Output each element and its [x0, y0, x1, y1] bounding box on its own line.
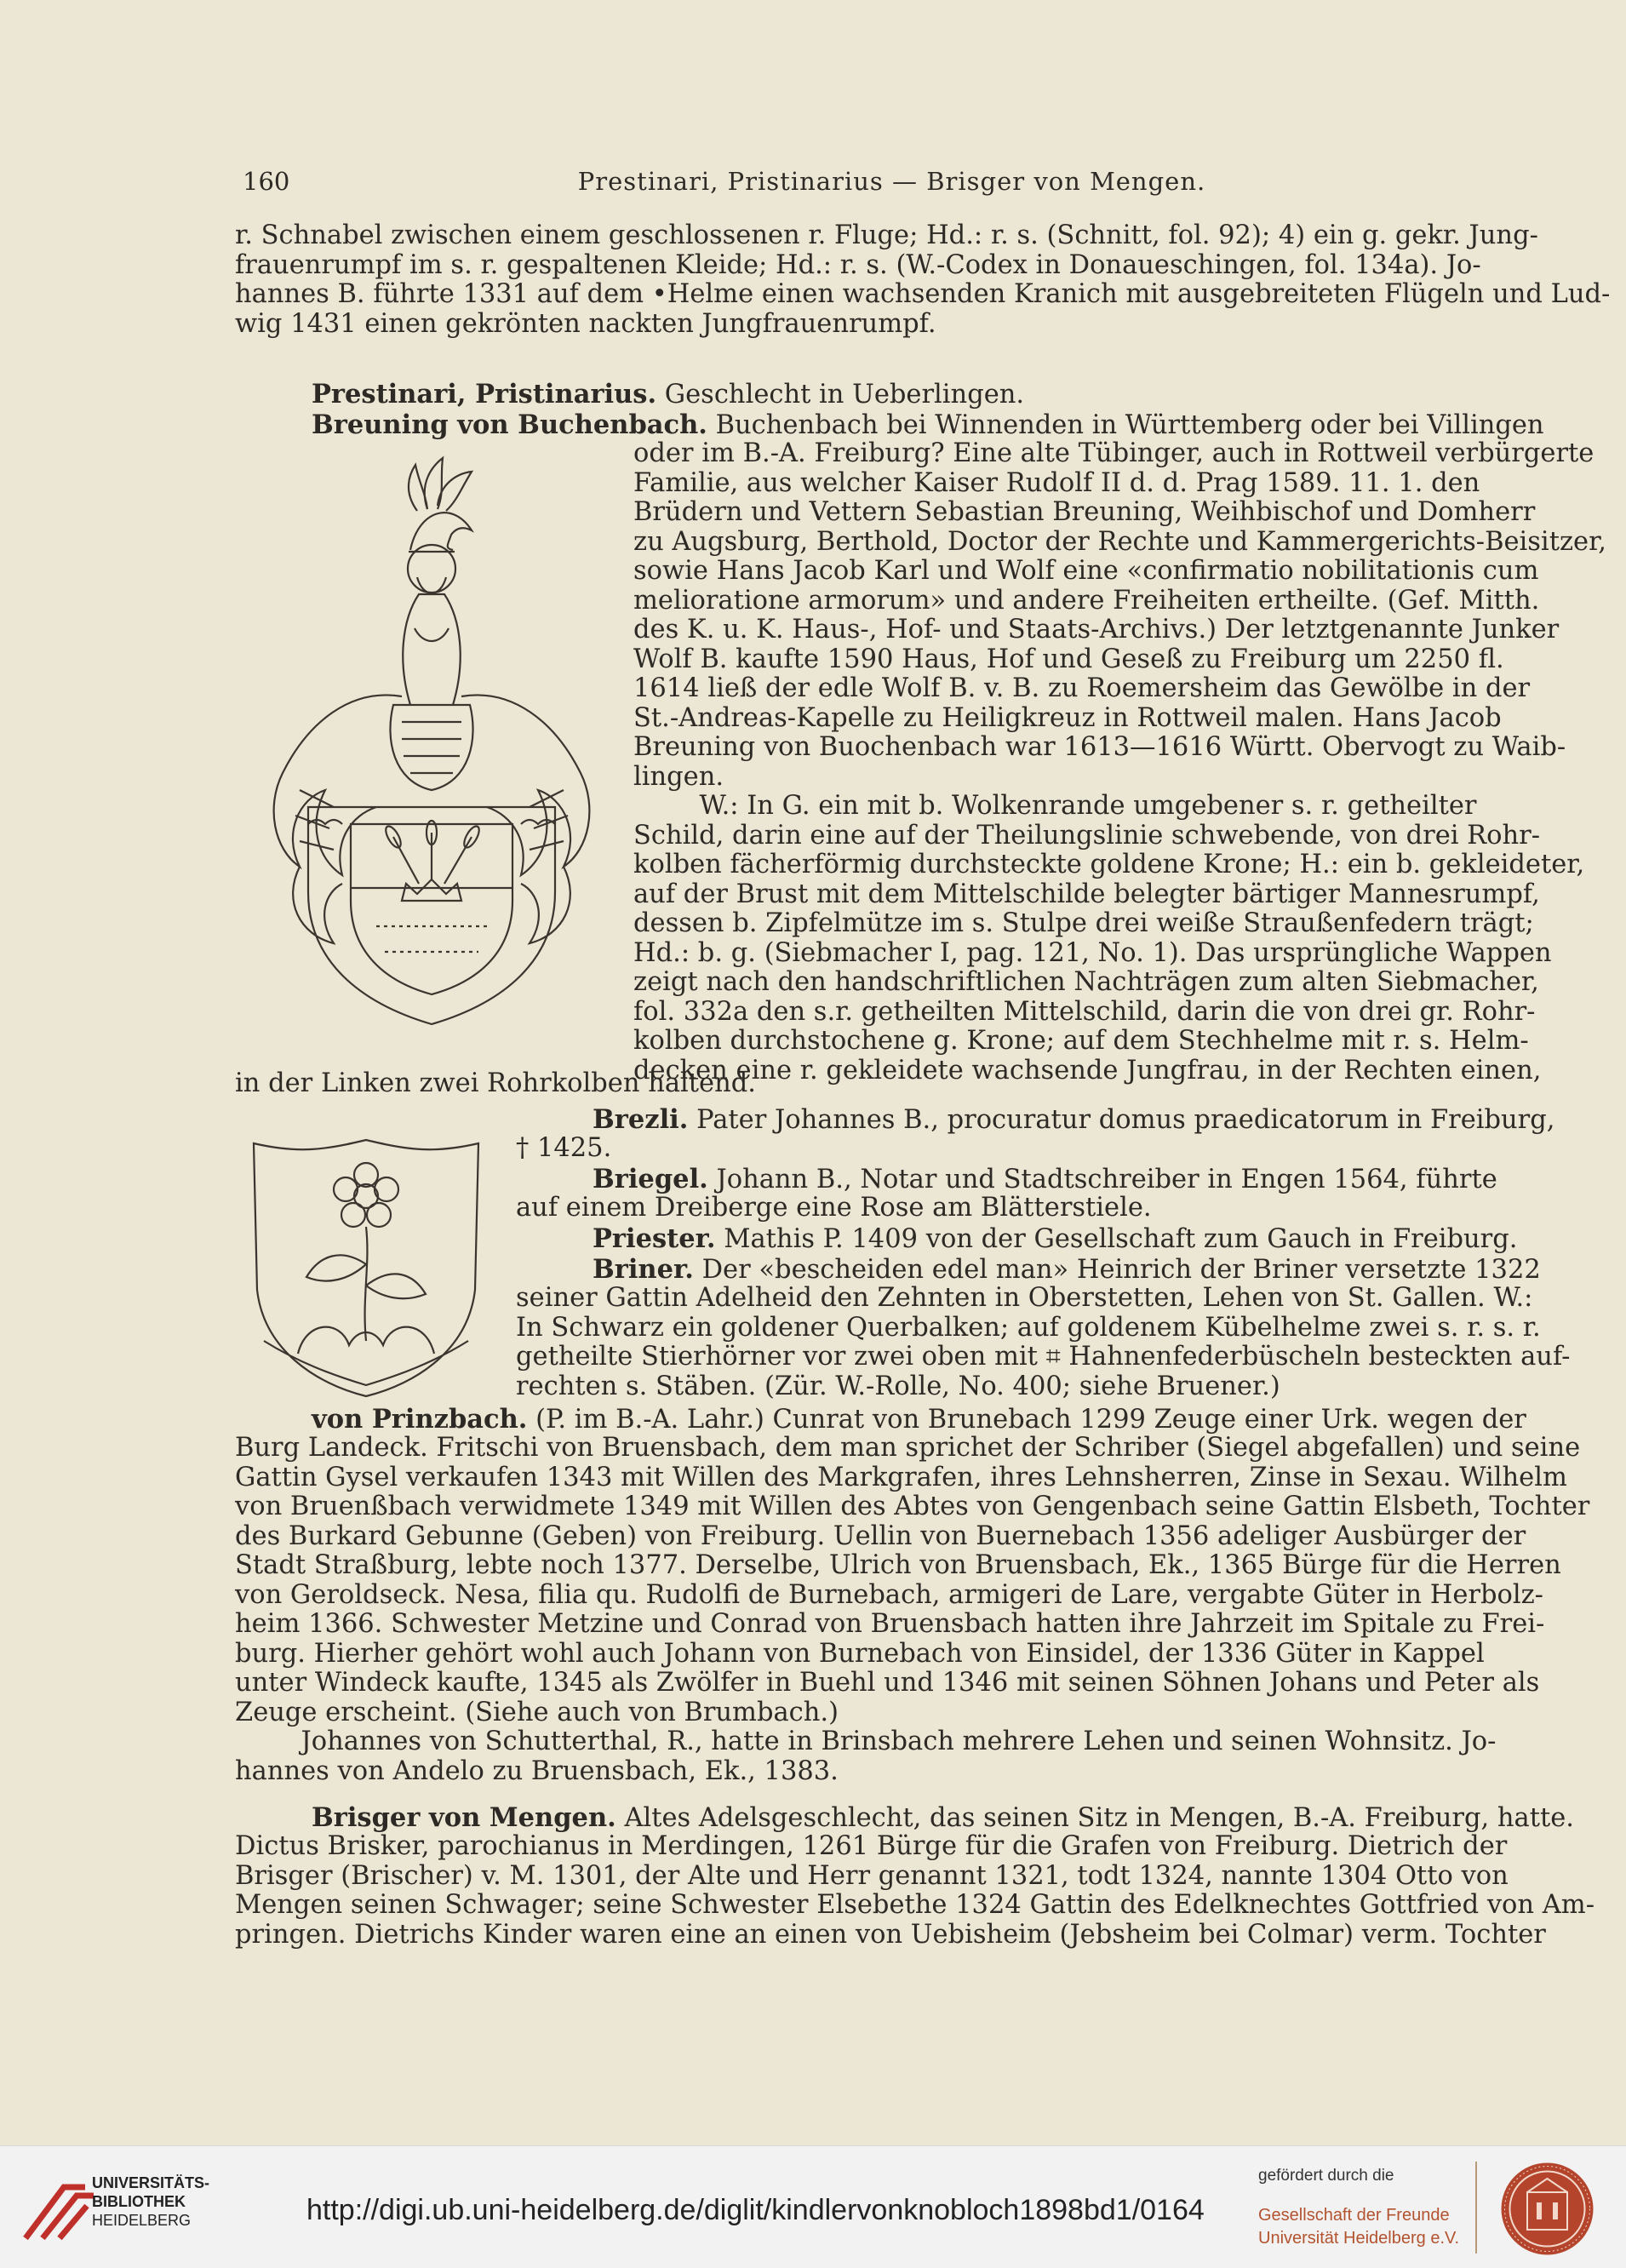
text-line: hannes von Andelo zu Bruensbach, Ek., 1383.	[235, 1755, 839, 1786]
sponsor-line: Universität Heidelberg e.V.	[1258, 2229, 1460, 2248]
text-line: Johannes von Schutterthal, R., hatte in Brinsbach mehrere Lehen und seinen Wohnsitz. Jo-	[235, 1727, 1497, 1756]
text-line: W.: In G. ein mit b. Wolkenrande umgebener s. r. getheilter	[633, 791, 1477, 821]
entry-text: Altes Adelsgeschlecht, das seinen Sitz in Mengen, B.-A. Freiburg, hatte.	[615, 1803, 1574, 1833]
text-line: r. Schnabel zwischen einem geschlossenen r. Fluge; Hd.: r. s. (Schnitt, fol. 92); 4) ein g. gekr. Jung-	[235, 220, 1538, 250]
running-title: Prestinari, Pristinarius — Brisger von Mengen.	[577, 167, 1206, 196]
text-line: † 1425.	[516, 1133, 612, 1163]
text-line: Breuning von Buochenbach war 1613—1616 Württ. Obervogt zu Waib-	[633, 732, 1566, 762]
text-line: seiner Gattin Adelheid den Zehnten in Oberstetten, Lehen von St. Gallen. W.:	[516, 1283, 1533, 1313]
entry-prestinari	[312, 380, 1532, 410]
text-line: wig 1431 einen gekrönten nackten Jungfrauenrumpf.	[235, 308, 936, 339]
text-line: Hd.: b. g. (Siebmacher I, pag. 121, No. 1). Das ursprüngliche Wappen	[633, 937, 1552, 968]
library-line: BIBLIOTHEK	[92, 2193, 186, 2210]
entry-brisger	[312, 1802, 1574, 1834]
entry-heading: von Prinzbach.	[312, 1404, 528, 1435]
text-line: zu Augsburg, Berthold, Doctor der Rechte und Kammergerichts-Beisitzer,	[633, 526, 1606, 557]
entry-text: Johann B., Notar und Stadtschreiber in Engen 1564, führte	[707, 1165, 1497, 1194]
text-line: in der Linken zwei Rohrkolben haltend.	[235, 1068, 756, 1098]
text-line: In Schwarz ein goldener Querbalken; auf goldenem Kübelhelme zwei s. r. s. r.	[516, 1312, 1541, 1343]
entry-text: Mathis P. 1409 von der Gesellschaft zum Gauch in Freiburg.	[715, 1224, 1518, 1254]
entry-text: Geschlecht in Ueberlingen.	[656, 380, 1025, 410]
university-seal-icon	[1498, 2160, 1596, 2258]
entry-brisger-body	[235, 1831, 1595, 1950]
intro-paragraph	[235, 220, 1611, 339]
text-line: fol. 332a den s.r. getheilten Mittelschild, darin die von drei gr. Rohr-	[633, 996, 1536, 1027]
entry-heading: Prestinari, Pristinarius.	[312, 379, 657, 410]
entry-prinzbach	[312, 1405, 1532, 1435]
text-line: oder im B.-A. Freiburg? Eine alte Tübinger, auch in Rottweil verbürgerte	[633, 438, 1595, 468]
text-line: Dictus Brisker, parochianus in Merdingen, 1261 Bürge für die Grafen von Freiburg. Dietrich der	[235, 1831, 1508, 1861]
text-line: rechten s. Stäben. (Zür. W.-Rolle, No. 400; siehe Bruener.)	[516, 1371, 1280, 1401]
text-line: 1614 ließ der edle Wolf B. v. B. zu Roemersheim das Gewölbe in der	[633, 673, 1531, 703]
text-line: kolben durchstochene g. Krone; auf dem Stechhelme mit r. s. Helm-	[633, 1026, 1529, 1056]
entry-briner	[593, 1254, 1541, 1286]
entry-priester	[593, 1224, 1532, 1255]
digitization-footer	[0, 2145, 1626, 2268]
text-line: unter Windeck kaufte, 1345 als Zwölfer in Buehl und 1346 mit seinen Söhnen Johans und Peter als	[235, 1668, 1540, 1698]
text-line: kolben fächerförmig durchsteckte goldene Krone; H.: ein b. gekleideter,	[633, 850, 1585, 879]
entry-heading: Briner.	[593, 1254, 694, 1285]
sponsor-name	[1258, 2204, 1459, 2250]
text-line: des Burkard Gebunne (Geben) von Freiburg. Uellin von Buernebach 1356 adeliger Ausbürger der	[235, 1521, 1526, 1551]
running-header	[243, 167, 1541, 201]
entry-brezli-line2	[516, 1134, 1532, 1164]
entry-heading: Briegel.	[593, 1164, 708, 1194]
permalink-url[interactable]: http://digi.ub.uni-heidelberg.de/diglit/kindlervonknobloch1898bd1/0164	[306, 2194, 1205, 2226]
library-line: HEIDELBERG	[92, 2212, 192, 2229]
text-line: decken eine r. gekleidete wachsende Jungfrau, in der Rechten einen,	[633, 1055, 1542, 1085]
text-line: zeigt nach den handschriftlichen Nachträgen zum alten Siebmacher,	[633, 967, 1539, 997]
text-line: dessen b. Zipfelmütze im s. Stulpe drei weiße Straußenfedern trägt;	[633, 908, 1534, 938]
entry-heading: Brezli.	[593, 1104, 689, 1135]
library-name	[92, 2174, 209, 2230]
entry-text: Pater Johannes B., procuratur domus praedicatorum in Freiburg,	[688, 1105, 1555, 1135]
entry-heading: Breuning von Buchenbach.	[312, 410, 707, 440]
text-line: getheilte Stierhörner vor zwei oben mit ⌗ Hahnenfederbüscheln besteckten auf-	[516, 1342, 1571, 1372]
text-line: Zeuge erscheint. (Siehe auch von Brumbach.)	[235, 1697, 839, 1727]
text-line: frauenrumpf im s. r. gespaltenen Kleide; Hd.: r. s. (W.-Codex in Donaueschingen, fol. 134a). Jo-	[235, 249, 1481, 280]
text-line: Stadt Straßburg, lebte noch 1377. Derselbe, Ulrich von Bruensbach, Ek., 1365 Bürge für die Herren	[235, 1550, 1561, 1580]
text-line: lingen.	[633, 761, 724, 792]
text-line: sowie Hans Jacob Karl und Wolf eine «confirmatio nobilitationis cum	[633, 556, 1539, 586]
text-line: Brisger (Brischer) v. M. 1301, der Alte und Herr genannt 1321, todt 1324, nannte 1304 Otto von	[235, 1860, 1509, 1891]
sponsor-intro: gefördert durch die	[1258, 2167, 1394, 2185]
text-line: pringen. Dietrichs Kinder waren eine an einen von Uebisheim (Jebsheim bei Colmar) verm. Tochter	[235, 1919, 1546, 1950]
entry-text: Der «bescheiden edel man» Heinrich der Briner versetzte 1322	[693, 1255, 1541, 1285]
text-line: St.-Andreas-Kapelle zu Heiligkreuz in Rottweil malen. Hans Jacob	[633, 702, 1502, 733]
breuning-coat-of-arms-image	[249, 450, 615, 1028]
entry-heading: Priester.	[593, 1223, 716, 1254]
entry-heading: Brisger von Mengen.	[312, 1802, 616, 1833]
entry-text: Buchenbach bei Winnenden in Württemberg oder bei Villingen	[707, 410, 1544, 440]
entry-breuning-first-line	[312, 410, 1544, 441]
text-line: Familie, aus welcher Kaiser Rudolf II d. d. Prag 1589. 11. 1. den	[633, 467, 1480, 498]
text-line: auf einem Dreiberge eine Rose am Blätterstiele.	[516, 1193, 1152, 1223]
entry-breuning-last-line	[235, 1069, 1532, 1099]
entry-text: (P. im B.-A. Lahr.) Cunrat von Brunebach 1299 Zeuge einer Urk. wegen der	[527, 1405, 1526, 1435]
text-line: auf der Brust mit dem Mittelschilde belegter bärtiger Mannesrumpf,	[633, 879, 1540, 909]
entry-briner-body	[516, 1283, 1571, 1401]
text-line: von Bruenßbach verwidmete 1349 mit Willen des Abtes von Gengenbach seine Gattin Elsbeth, Tochter	[235, 1492, 1590, 1521]
text-line: hannes B. führte 1331 auf dem •Helme einen wachsenden Kranich mit ausgebreiteten Flügeln und Lud-	[235, 279, 1611, 309]
text-line: melioratione armorum» und andere Freiheiten ertheilte. (Gef. Mitth.	[633, 585, 1540, 616]
text-line: Gattin Gysel verkaufen 1343 mit Willen des Markgrafen, ihres Lehnsherren, Zinse in Sexau. Wilhelm	[235, 1462, 1567, 1492]
entry-brezli	[593, 1104, 1555, 1136]
text-line: heim 1366. Schwester Metzine und Conrad von Bruensbach hatten ihre Jahrzeit im Spitale zu Frei-	[235, 1609, 1545, 1639]
text-line: Schild, darin eine auf der Theilungslinie schwebende, von drei Rohr-	[633, 820, 1541, 850]
entry-breuning-body	[633, 438, 1606, 1085]
entry-prinzbach-body	[235, 1433, 1590, 1786]
text-line: Mengen seinen Schwager; seine Schwester Elsebethe 1324 Gattin des Edelknechtes Gottfried von Am-	[235, 1890, 1595, 1920]
text-line: des K. u. K. Haus-, Hof- und Staats-Archivs.) Der letztgenannte Junker	[633, 615, 1560, 644]
library-line: UNIVERSITÄTS-	[92, 2174, 210, 2191]
text-line: Burg Landeck. Fritschi von Bruensbach, dem man sprichet der Schriber (Siegel abgefallen) und seine	[235, 1433, 1581, 1463]
text-line: Brüdern und Vettern Sebastian Breuning, Weihbischof und Domherr	[633, 497, 1536, 527]
sponsor-line: Gesellschaft der Freunde	[1258, 2206, 1450, 2225]
briegel-coat-of-arms-image	[247, 1137, 485, 1400]
footer-divider	[1475, 2162, 1477, 2254]
text-line: burg. Hierher gehört wohl auch Johann von Burnebach von Einsidel, der 1336 Güter in Kappel	[235, 1638, 1485, 1669]
entry-briegel	[593, 1165, 1532, 1195]
page-number: 160	[243, 167, 290, 196]
text-line: Wolf B. kaufte 1590 Haus, Hof und Geseß zu Freiburg um 2250 fl.	[633, 644, 1504, 674]
entry-briegel-line2	[516, 1194, 1532, 1223]
text-line: von Geroldseck. Nesa, filia qu. Rudolfi de Burnebach, armigeri de Lare, vergabte Güter in Herbolz-	[235, 1579, 1543, 1610]
